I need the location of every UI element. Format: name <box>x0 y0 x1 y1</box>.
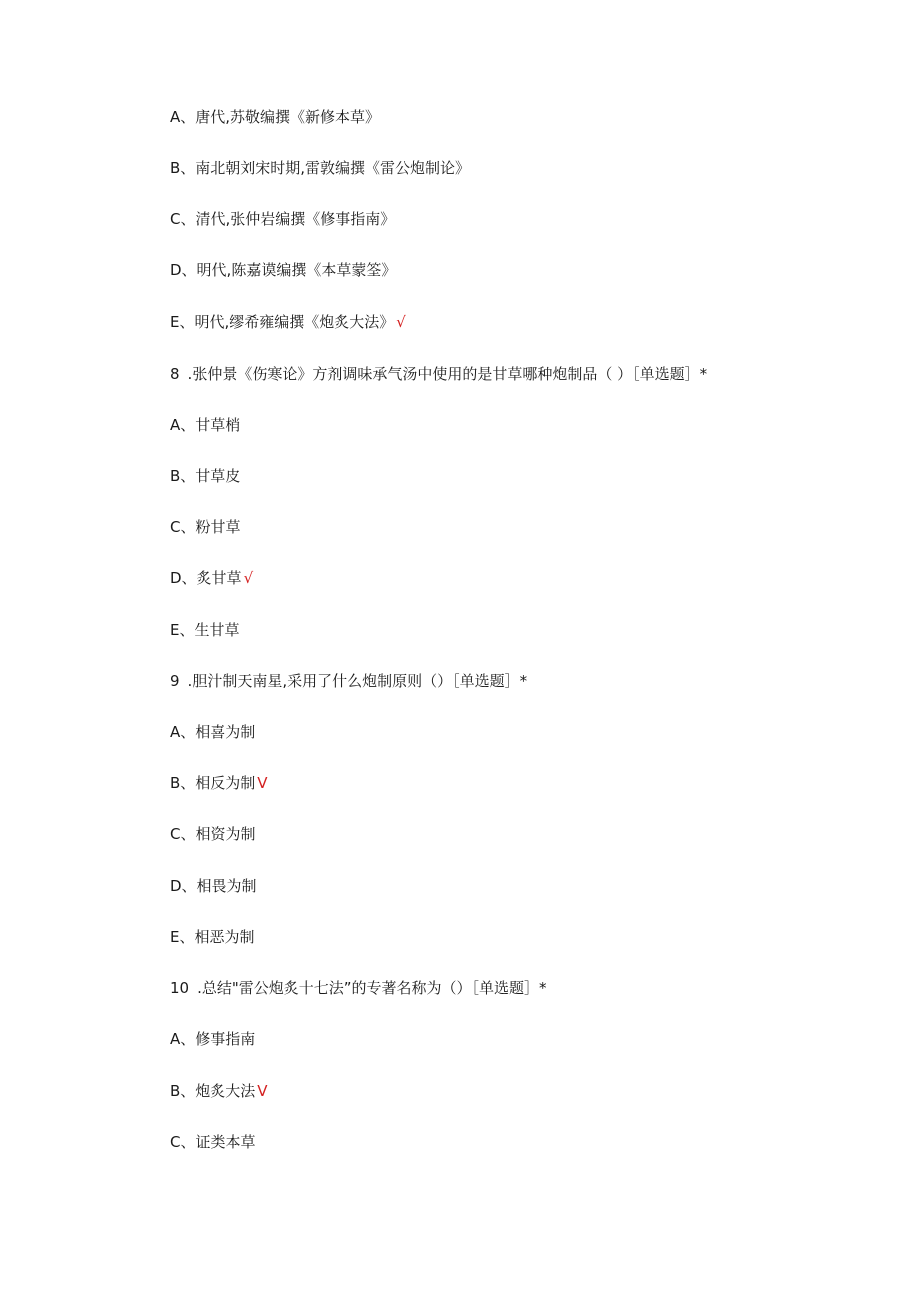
question-9-title <box>170 671 527 691</box>
question-number: 10 <box>170 979 190 997</box>
option-label: B、相反为制 <box>170 774 256 792</box>
q9-option-e <box>170 927 256 947</box>
answer-mark: V <box>257 1082 268 1100</box>
q9-option-d <box>170 876 259 896</box>
q8-option-b <box>170 466 242 486</box>
answer-mark: V <box>257 774 268 792</box>
question-text: .张仲景《伤寒论》方剂调味承气汤中使用的是甘草哪种炮制品（ ）［单选题］* <box>187 365 708 383</box>
option-label: D、明代,陈嘉谟编撰《本草蒙筌》 <box>170 261 397 279</box>
q7-option-a <box>170 107 382 127</box>
option-label: E、相恶为制 <box>170 928 255 946</box>
option-label: A、甘草梢 <box>170 416 241 434</box>
option-label: B、南北朝刘宋时期,雷敦编撰《雷公炮制论》 <box>170 159 471 177</box>
option-label: C、粉甘草 <box>170 518 241 536</box>
q7-option-b <box>170 158 472 178</box>
q8-option-d <box>170 568 253 588</box>
option-label: C、清代,张仲岩编撰《修事指南》 <box>170 210 396 228</box>
q9-option-a <box>170 722 257 742</box>
option-label: D、炙甘草 <box>170 569 242 587</box>
question-8-title <box>170 364 707 384</box>
option-label: A、相喜为制 <box>170 723 256 741</box>
question-number: 8 <box>170 365 180 383</box>
answer-mark: √ <box>396 313 406 331</box>
option-label: B、甘草皮 <box>170 467 241 485</box>
q7-option-d <box>170 260 398 280</box>
question-10-title <box>170 978 547 998</box>
option-label: E、明代,缪希雍编撰《炮炙大法》 <box>170 313 395 331</box>
q10-option-b <box>170 1081 268 1101</box>
question-text: .胆汁制天南星,采用了什么炮制原则（）［单选题］* <box>187 672 528 690</box>
option-label: D、相畏为制 <box>170 877 257 895</box>
q7-option-c <box>170 209 397 229</box>
q8-option-e <box>170 620 241 640</box>
q9-option-c <box>170 824 257 844</box>
q10-option-a <box>170 1029 257 1049</box>
q8-option-c <box>170 517 242 537</box>
option-label: C、相资为制 <box>170 825 256 843</box>
q7-option-e <box>170 312 406 332</box>
question-number: 9 <box>170 672 180 690</box>
q8-option-a <box>170 415 242 435</box>
option-label: A、唐代,苏敬编撰《新修本草》 <box>170 108 381 126</box>
option-label: C、证类本草 <box>170 1133 256 1151</box>
answer-mark: √ <box>243 569 254 587</box>
option-label: E、生甘草 <box>170 621 240 639</box>
q10-option-c <box>170 1132 257 1152</box>
question-text: .总结"雷公炮炙十七法”的专著名称为（）［单选题］* <box>197 979 547 997</box>
option-label: A、修事指南 <box>170 1030 256 1048</box>
q9-option-b <box>170 773 268 793</box>
option-label: B、炮炙大法 <box>170 1082 256 1100</box>
